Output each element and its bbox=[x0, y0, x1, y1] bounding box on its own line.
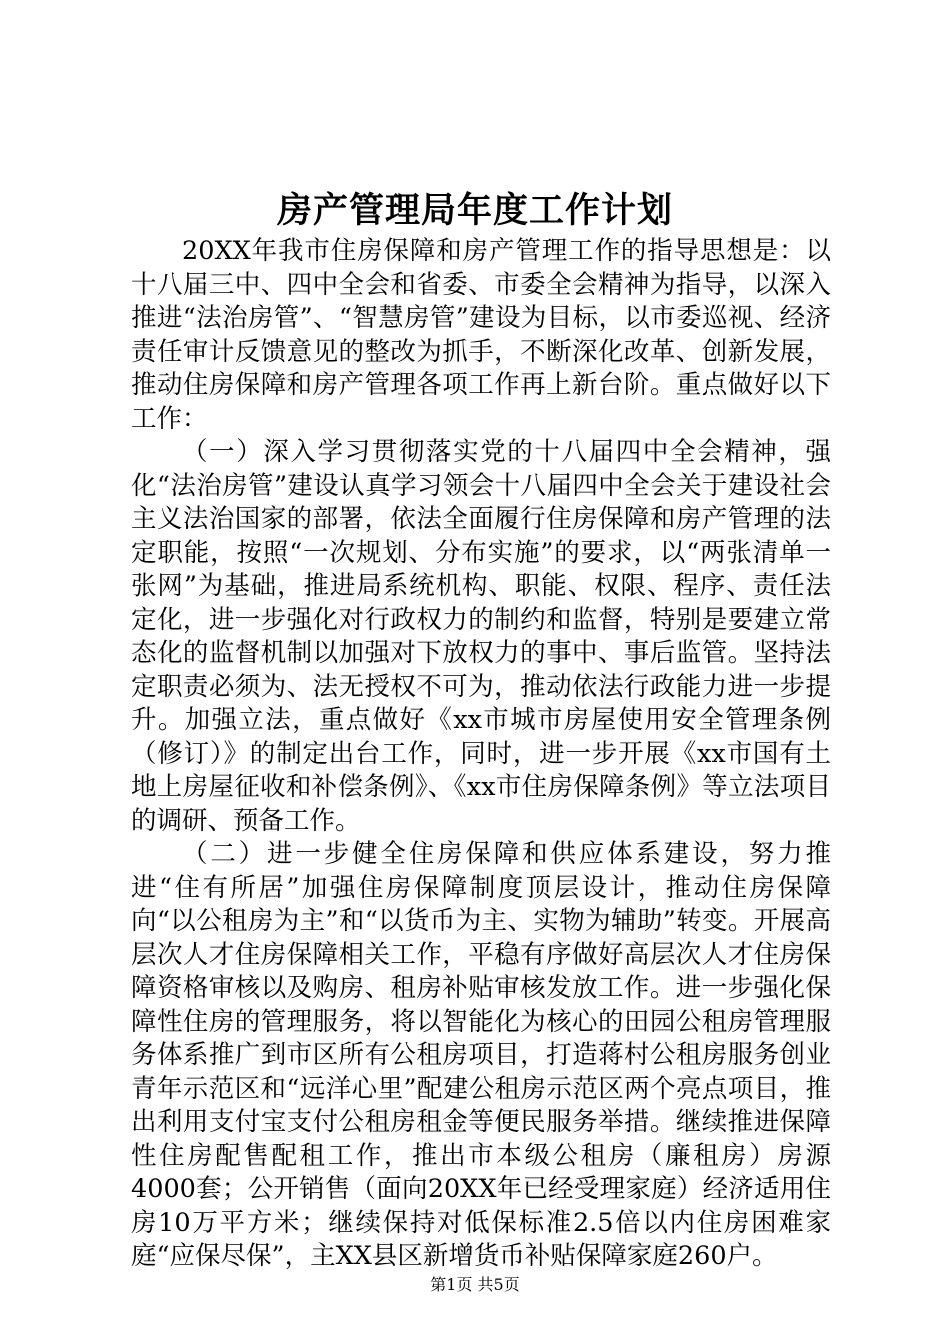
page-footer: 第1页 共5页 bbox=[430, 1275, 520, 1294]
document-body bbox=[131, 235, 831, 1274]
paragraph-section-2: （二）进一步健全住房保障和供应体系建设，努力推进“住有所居”加强住房保障制度顶层设计，推动住房保障向“以公租房为主”和“以货币为主、实物为辅助”转变。开展高层次人才住房保障相关工作，平稳有序做好高层次人才住房保障资格审核以及购房、租房补贴审核发放工作。进一步强化保障性住房的管理服务，将以智能化为核心的田园公租房管理服务体系推广到市区所有公租房项目，打造蒋村公租房服务创业青年示范区和“远洋心里”配建公租房示范区两个亮点项目，推出利用支付宝支付公租房租金等便民服务举措。继续推进保障性住房配售配租工作，推出市本级公租房（廉租房）房源4000套；公开销售（面向20XX年已经受理家庭）经济适用住房10万平方米；继续保持对低保标准2.5倍以内住房困难家庭“应保尽保”，主XX县区新增货币补贴保障家庭260户。 bbox=[131, 839, 831, 1271]
paragraph-intro: 20XX年我市住房保障和房产管理工作的指导思想是：以十八届三中、四中全会和省委、市委全会精神为指导，以深入推进“法治房管”、“智慧房管”建设为目标，以市委巡视、经济责任审计反馈意见的整改为抓手，不断深化改革、创新发展，推动住房保障和房产管理各项工作再上新台阶。重点做好以下工作： bbox=[131, 236, 831, 434]
paragraph-section-1: （一）深入学习贯彻落实党的十八届四中全会精神，强化“法治房管”建设认真学习领会十八届四中全会关于建设社会主义法治国家的部署，依法全面履行住房保障和房产管理的法定职能，按照“一次规划、分布实施”的要求，以“两张清单一张网”为基础，推进局系统机构、职能、权限、程序、责任法定化，进一步强化对行政权力的制约和监督，特别是要建立常态化的监督机制以加强对下放权力的事中、事后监管。坚持法定职责必须为、法无授权不可为，推动依法行政能力进一步提升。加强立法，重点做好《xx市城市房屋使用安全管理条例（修订）》的制定出台工作，同时，进一步开展《xx市国有土地上房屋征收和补偿条例》、《xx市住房保障条例》等立法项目的调研、预备工作。 bbox=[131, 437, 831, 836]
document-title: 房产管理局年度工作计划 bbox=[276, 190, 673, 231]
